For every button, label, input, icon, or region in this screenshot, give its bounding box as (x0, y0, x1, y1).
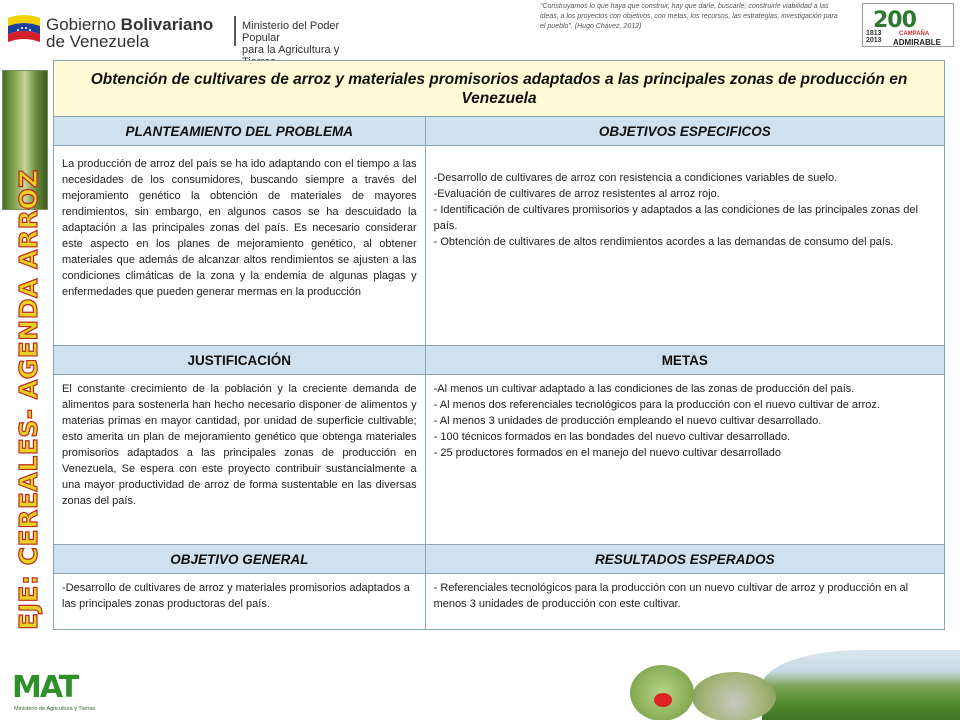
ladybug-photo (630, 665, 694, 720)
bicentennial-campaign: CAMPAÑA (899, 31, 930, 37)
cattle-photo (692, 672, 776, 720)
general-objective-text: -Desarrollo de cultivares de arroz y materiales promisorios adaptados a las principales zonas productoras del país. (54, 574, 426, 630)
government-name: Gobierno Bolivariano de Venezuela (46, 15, 214, 51)
problem-heading: PLANTEAMIENTO DEL PROBLEMA (54, 117, 426, 146)
mat-logo-subtitle: Ministerio de Agricultura y Tierras (14, 706, 96, 712)
ladybug-icon (654, 693, 672, 707)
list-item: -Al menos un cultivar adaptado a las condiciones de las zonas de producción del país. (433, 383, 855, 395)
goals-list (425, 375, 944, 545)
list-item: - 100 técnicos formados en las bondades del nuevo cultivar desarrollado. (433, 431, 791, 443)
list-item: - Obtención de cultivares de altos rendimientos acordes a las demandas de consumo del país. (433, 236, 894, 248)
specific-objectives-list (425, 146, 944, 346)
bicentennial-number: 200 (873, 8, 916, 33)
venezuela-flag-icon (6, 12, 42, 48)
sidebar-title: EJE: CEREALES- AGENDA ARROZ (14, 169, 43, 630)
government-logo (6, 10, 366, 56)
bicentennial-years: 1813 2013 (866, 30, 882, 44)
goals-heading: METAS (425, 346, 944, 375)
chavez-quote: "Construyamos lo que haya que construir, hay que darle, buscarle, construirle viabilidad a las ideas, a los proyectos con objetivos, con metas, los recursos, las estrategias, investigación para el pueblo". (Hugo Chávez, 2012) (540, 3, 838, 30)
mat-logo (10, 670, 100, 716)
bicentennial-logo (862, 3, 954, 47)
justification-heading: JUSTIFICACIÓN (54, 346, 426, 375)
document-title: Obtención de cultivares de arroz y materiales promisorios adaptados a las principales zonas de producción en Venezuela (54, 61, 945, 117)
general-objective-heading: OBJETIVO GENERAL (54, 545, 426, 574)
list-item: - Identificación de cultivares promisorios y adaptados a las condiciones de las principales zonas del país. (433, 204, 918, 232)
specific-objectives-heading: OBJETIVOS ESPECIFICOS (425, 117, 944, 146)
footer-photos (630, 650, 960, 720)
list-item: - Al menos 3 unidades de producción empleando el nuevo cultivar desarrollado. (433, 415, 822, 427)
quote-box (520, 0, 848, 48)
expected-results-heading: RESULTADOS ESPERADOS (425, 545, 944, 574)
justification-text: El constante crecimiento de la población y la creciente demanda de alimentos para sostenerla han hecho necesario disponer de alimentos y materias primas en mayor cantidad, por unidad de superficie cultivable; esto amerita un plan de mejoramiento genético que obtenga materiales promisorios adaptados a las principales zonas de producción en Venezuela, Se espera con este proyecto contribuir sustancialmente a una mayor productividad de arroz de forma sustentable en las diversas zonas del país. (54, 375, 426, 545)
header (0, 0, 960, 55)
field-photo (762, 650, 960, 720)
header-divider (234, 16, 236, 46)
expected-results-text: - Referenciales tecnológicos para la producción con un nuevo cultivar de arroz y producción en al menos 3 unidades de producción con este cultivar. (425, 574, 944, 630)
ministry-name: Ministerio del Poder Popular para la Agricultura y (242, 20, 340, 56)
list-item: -Desarrollo de cultivares de arroz con resistencia a condiciones variables de suelo. (433, 172, 838, 184)
project-table (53, 60, 945, 630)
list-item: -Evaluación de cultivares de arroz resistentes al arroz rojo. (433, 188, 720, 200)
mat-logo-text: MAT (12, 670, 78, 705)
list-item: - 25 productores formados en el manejo del nuevo cultivar desarrollado (433, 447, 781, 459)
list-item: - Al menos dos referenciales tecnológicos para la producción con el nuevo cultivar de arroz. (433, 399, 880, 411)
bicentennial-admirable: ADMIRABLE (893, 38, 941, 47)
problem-text: La producción de arroz del país se ha ido adaptando con el tiempo a las necesidades de los consumidores, buscando siempre a través del mejoramiento genético la obtención de materiales de mayores rendimientos, sin embargo, en algunos casos se ha descuidado la adaptación a las principales zonas del país. Es necesario considerar este aspecto en los planes de mejoramiento genético, al obtener materiales que además de alcanzar altos rendimientos se ajusten a las condiciones climáticas de la zona y la endemia de algunas plagas y enfermedades que pueden generar mermas en la producción (54, 146, 426, 346)
